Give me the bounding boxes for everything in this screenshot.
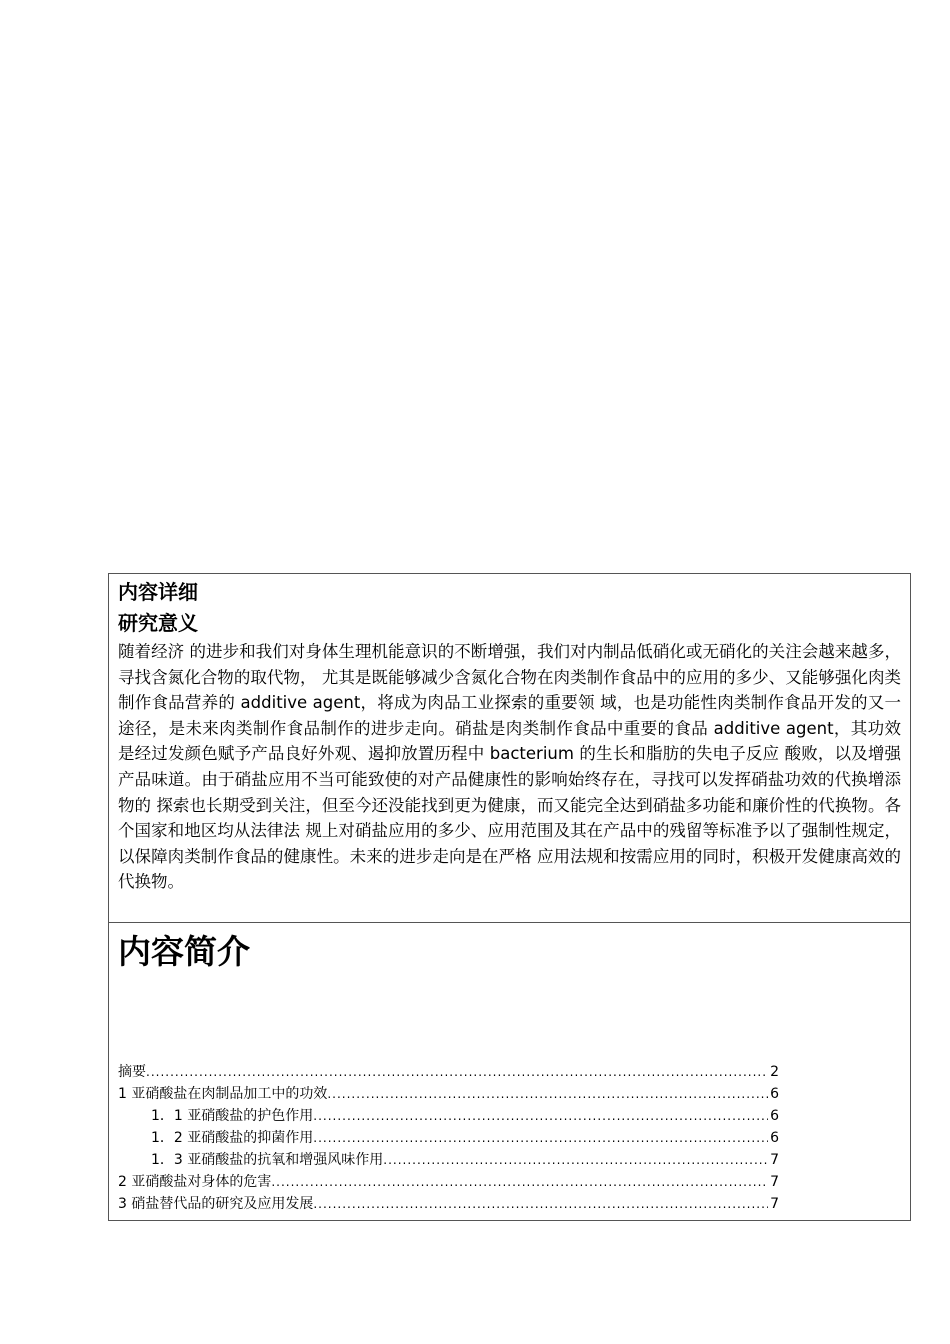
toc-entry-page: 7 bbox=[770, 1174, 779, 1190]
content-intro-heading: 内容简介 bbox=[118, 932, 250, 971]
toc-leader-dots bbox=[271, 1171, 768, 1193]
toc-entry-page: 6 bbox=[770, 1130, 779, 1146]
toc-entry[interactable] bbox=[118, 1083, 779, 1105]
toc-entry-page: 7 bbox=[770, 1152, 779, 1168]
toc-leader-dots bbox=[383, 1149, 768, 1171]
document-box bbox=[108, 573, 911, 1221]
toc-entry[interactable] bbox=[118, 1149, 779, 1171]
toc-entry[interactable] bbox=[118, 1061, 779, 1083]
toc-entry-page: 7 bbox=[770, 1196, 779, 1212]
toc-entry-title: 3 硝盐替代品的研究及应用发展 bbox=[118, 1196, 314, 1212]
toc-leader-dots bbox=[327, 1083, 768, 1105]
table-of-contents bbox=[118, 1061, 901, 1215]
toc-entry-page: 6 bbox=[770, 1108, 779, 1124]
toc-entry[interactable] bbox=[118, 1193, 779, 1215]
research-significance-paragraph: 随着经济 的进步和我们对身体生理机能意识的不断增强，我们对内制品低硝化或无硝化的关注会越来越多，寻找含氮化合物的取代物， 尤其是既能够减少含氮化合物在肉类制作食品中的应用的多少、又能够强化肉类制作食品营养的 additive agent，将成为肉品工业探索的重要领 域，也是功能性肉类制作食品开发的又一途径，是未来肉类制作食品制作的进步走向。硝盐是肉类制作食品中重要的食品 additive agent，其功效是经过发颜色赋予产品良好外观、遏抑放置历程中 bacterium 的生长和脂肪的失电子反应 酸败，以及增强产品味道。由于硝盐应用不当可能致使的对产品健康性的影响始终存在，寻找可以发挥硝盐功效的代换增添物的 探索也长期受到关注，但至今还没能找到更为健康，而又能完全达到硝盐多功能和廉价性的代换物。各个国家和地区均从法律法 规上对硝盐应用的多少、应用范围及其在产品中的残留等标准予以了强制性规定，以保障肉类制作食品的健康性。未来的进步走向是在严格 应用法规和按需应用的同时，积极开发健康高效的代换物。 bbox=[118, 642, 901, 892]
toc-entry-title: 1．3 亚硝酸盐的抗氧和增强风味作用 bbox=[151, 1152, 384, 1168]
research-significance-heading: 研究意义 bbox=[118, 611, 198, 635]
content-intro-section bbox=[109, 923, 910, 1220]
toc-leader-dots bbox=[313, 1105, 768, 1127]
toc-entry-title: 1 亚硝酸盐在肉制品加工中的功效 bbox=[118, 1086, 328, 1102]
toc-entry-page: 6 bbox=[770, 1086, 779, 1102]
toc-entry-title: 1．1 亚硝酸盐的护色作用 bbox=[151, 1108, 314, 1124]
toc-leader-dots bbox=[313, 1193, 768, 1215]
content-detail-section bbox=[109, 574, 910, 922]
toc-entry-title: 2 亚硝酸盐对身体的危害 bbox=[118, 1174, 272, 1190]
toc-entry[interactable] bbox=[118, 1171, 779, 1193]
toc-entry-page: 2 bbox=[770, 1064, 779, 1080]
toc-entry-title: 摘要 bbox=[118, 1064, 146, 1080]
toc-entry[interactable] bbox=[118, 1105, 779, 1127]
toc-leader-dots bbox=[146, 1061, 768, 1083]
toc-leader-dots bbox=[313, 1127, 768, 1149]
content-detail-heading: 内容详细 bbox=[118, 580, 198, 604]
toc-entry[interactable] bbox=[118, 1127, 779, 1149]
toc-entry-title: 1．2 亚硝酸盐的抑菌作用 bbox=[151, 1130, 314, 1146]
